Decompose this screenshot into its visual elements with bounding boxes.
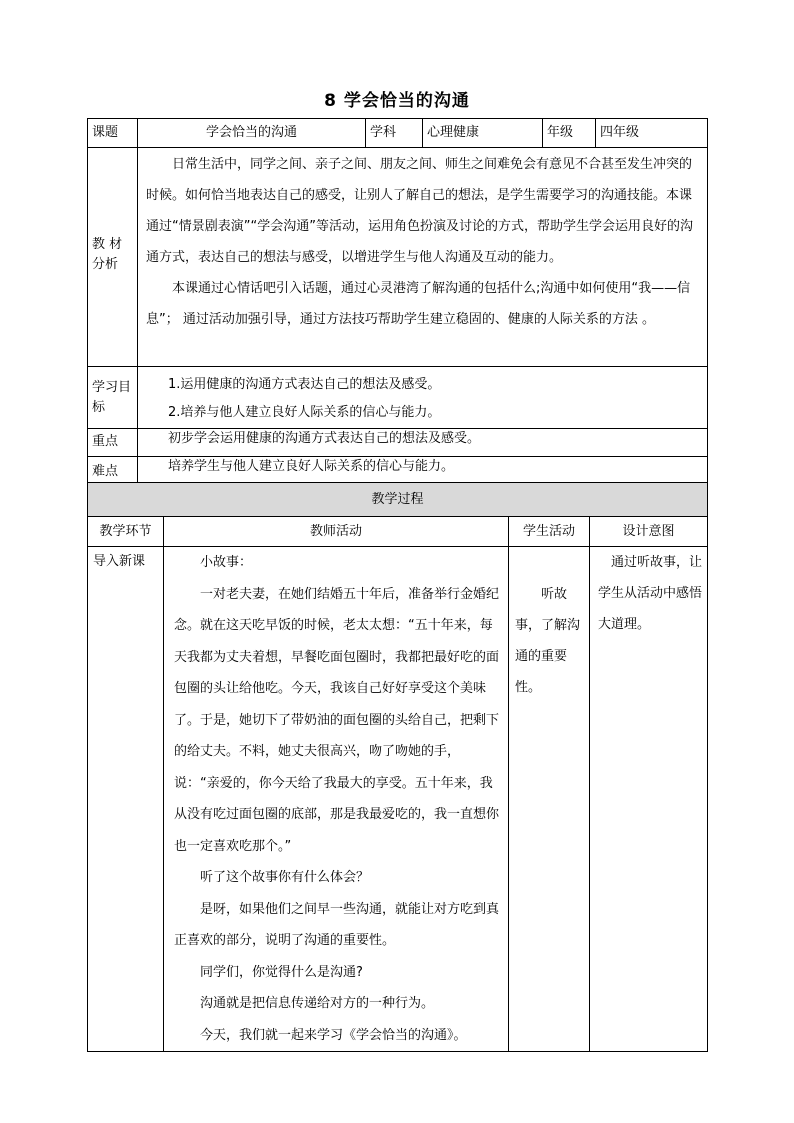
lesson-info-table <box>87 118 708 487</box>
key-point-text: 初步学会运用健康的沟通方式表达自己的想法及感受。 <box>138 429 708 457</box>
column-header: 设计意图 <box>590 517 708 547</box>
goals-label: 学习目标 <box>88 367 138 429</box>
subject-label: 学科 <box>366 119 423 148</box>
difficulty-label: 难点 <box>88 457 138 487</box>
teacher-activity <box>164 547 509 1052</box>
topic-label: 课题 <box>88 119 138 148</box>
column-header: 学生活动 <box>509 517 590 547</box>
teacher-paragraph: 一对老夫妻，在她们结婚五十年后，准备举行金婚纪念。就在这天吃早饭的时候，老太太想：“五十年来，每天我都为丈夫着想，早餐吃面包圈时，我都把最好吃的面包圈的头让给他吃。今天，我该自己好好享受这个美味了。于是，她切下了带奶油的面包圈的头给自己，把剩下的给丈夫。不料，她丈夫很高兴，吻了吻她的手，说：“亲爱的，你今天给了我最大的享受。五十年来，我从没有吃过面包圈的底部，那是我最爱吃的，我一直想你也一定喜欢吃那个。” <box>174 586 500 854</box>
grade-label: 年级 <box>543 119 596 148</box>
teacher-paragraph: 同学们，你觉得什么是沟通? <box>200 964 363 980</box>
teaching-process-table <box>87 482 708 1052</box>
analysis-paragraph: 本课通过心情话吧引入话题，通过心灵港湾了解沟通的包括什么;沟通中如何使用“我——信息”； 通过活动加强引导，通过方法技巧帮助学生建立稳固的、健康的人际关系的方法 。 <box>146 281 691 327</box>
page-title: 8 学会恰当的沟通 <box>324 91 470 111</box>
teacher-paragraph: 听了这个故事你有什么体会？ <box>200 870 370 885</box>
column-header: 教学环节 <box>88 517 164 547</box>
teacher-paragraph: 今天，我们就一起来学习《学会恰当的沟通》。 <box>200 1027 467 1043</box>
goals-content <box>138 367 708 429</box>
teacher-paragraph: 沟通就是把信息传递给对方的一种行为。 <box>200 996 435 1011</box>
analysis-label: 教 材分析 <box>88 148 138 367</box>
teacher-paragraph: 是呀，如果他们之间早一些沟通，就能让对方吃到真正喜欢的部分，说明了沟通的重要性。 <box>174 901 500 948</box>
student-activity <box>509 547 590 1052</box>
student-text: 听故事，了解沟通的重要性。 <box>515 587 581 695</box>
difficulty-text: 培养学生与他人建立良好人际关系的信心与能力。 <box>138 457 708 487</box>
topic-value: 学会恰当的沟通 <box>138 119 366 148</box>
goal-item: 2.培养与他人建立良好人际关系的信心与能力。 <box>168 405 441 420</box>
analysis-paragraph: 日常生活中，同学之间、亲子之间、朋友之间、师生之间难免会有意见不合甚至发生冲突的时候。如何恰当地表达自己的感受，让别人了解自己的想法，是学生需要学习的沟通技能。本课通过“情景剧表演”“学会沟通”等活动，运用角色扮演及讨论的方式，帮助学生学会运用良好的沟通方式，表达自己的想法与感受，以增进学生与他人沟通及互动的能力。 <box>146 157 693 265</box>
purpose-text: 通过听故事，让学生从活动中感悟大道理。 <box>598 555 703 632</box>
key-point-label: 重点 <box>88 429 138 457</box>
column-header: 教师活动 <box>164 517 509 547</box>
grade-value: 四年级 <box>596 119 708 148</box>
teacher-paragraph: 小故事： <box>200 555 253 570</box>
analysis-content <box>138 148 708 367</box>
goal-item: 1.运用健康的沟通方式表达自己的想法及感受。 <box>168 377 441 392</box>
subject-value: 心理健康 <box>423 119 543 148</box>
stage-cell: 导入新课 <box>88 547 164 1052</box>
process-header: 教学过程 <box>88 483 708 517</box>
design-purpose <box>590 547 708 1052</box>
